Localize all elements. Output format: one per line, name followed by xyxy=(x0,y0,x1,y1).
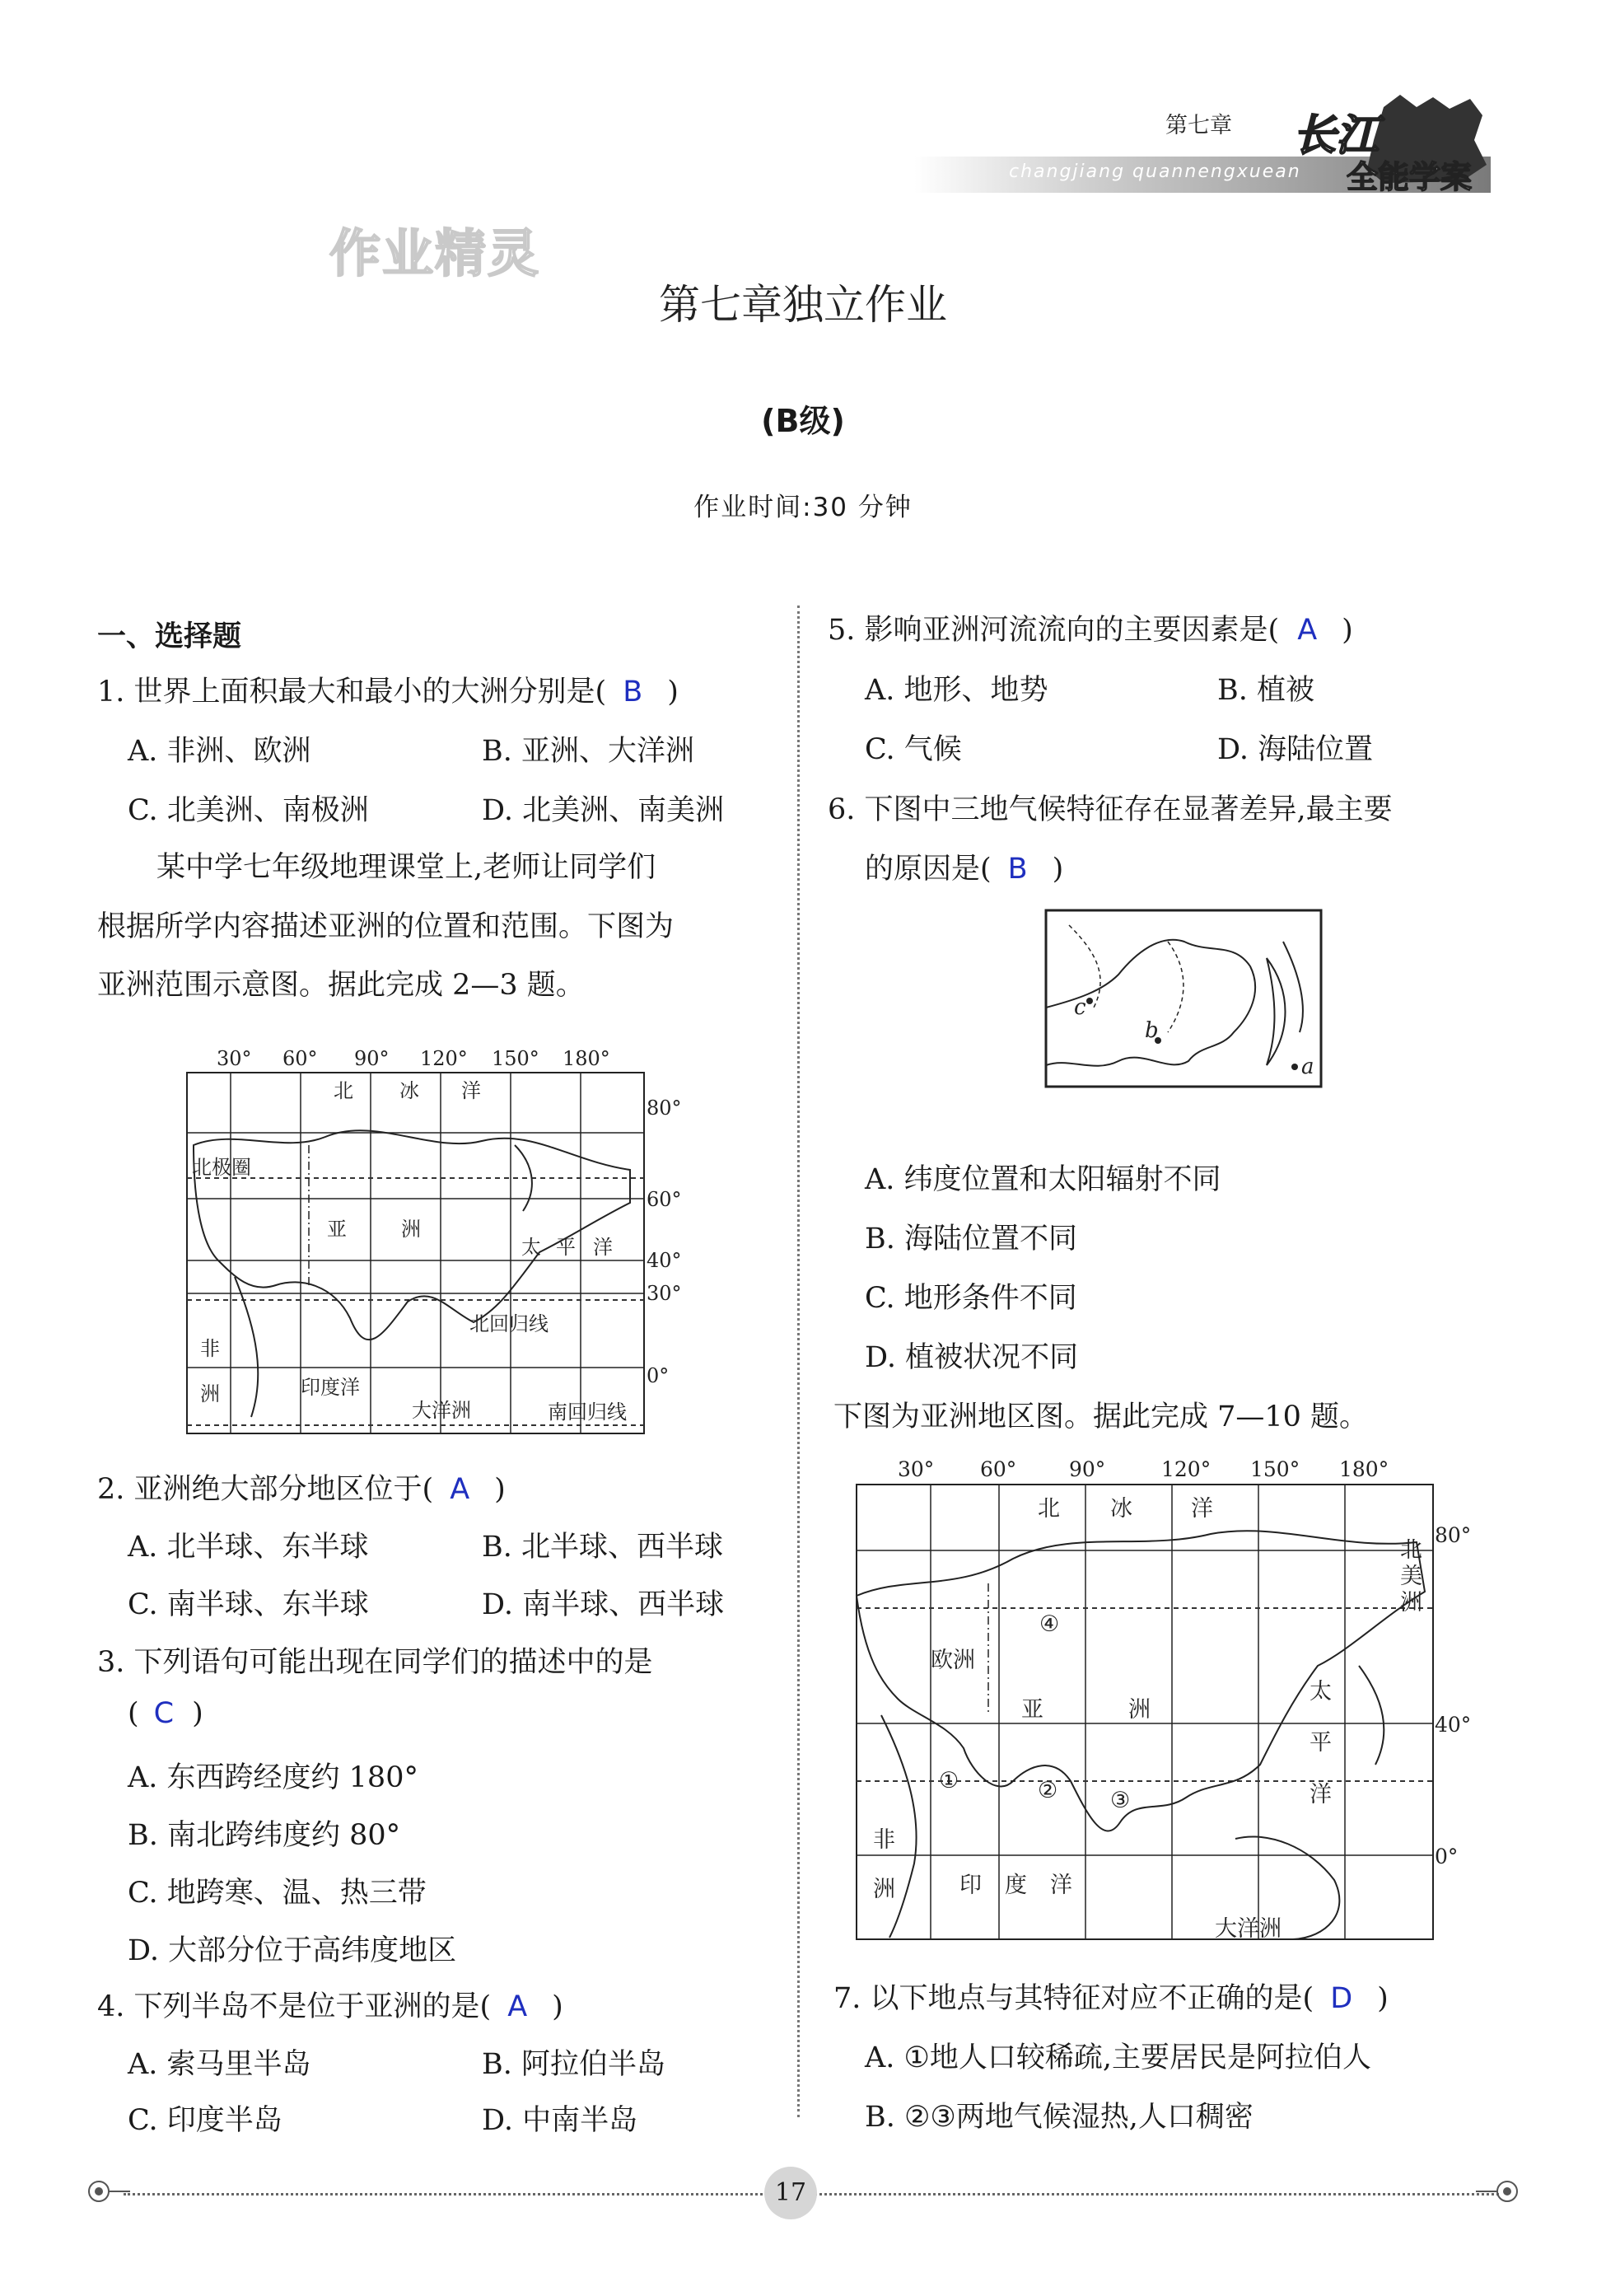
q1-option-b: B. 亚洲、大洋洲 xyxy=(482,735,694,768)
q5-option-c: C. 气候 xyxy=(865,733,962,766)
map2-lat-80: 80° xyxy=(1435,1523,1472,1547)
column-divider xyxy=(797,606,800,2117)
q6-option-b: B. 海陆位置不同 xyxy=(865,1223,1077,1256)
q5-stem: 5. 影响亚洲河流流向的主要因素是( A ) xyxy=(828,614,1353,647)
map1-label-asia-2: 洲 xyxy=(401,1218,421,1241)
intro-7-10: 下图为亚洲地区图。据此完成 7—10 题。 xyxy=(833,1401,1369,1433)
map2-label-na-3: 洲 xyxy=(1400,1590,1422,1616)
map1-label-tropic-capricorn: 南回归线 xyxy=(548,1401,627,1424)
east-asia-inset-map xyxy=(1044,909,1324,1090)
q3-answer-line: ( C ) xyxy=(128,1697,203,1730)
map2-label-europe: 欧洲 xyxy=(931,1648,975,1673)
map1-lon-120: 120° xyxy=(420,1047,468,1070)
brand-top-text: 长江 xyxy=(1293,110,1380,161)
q4-answer: A xyxy=(507,1990,528,2023)
q6-answer: B xyxy=(1007,853,1028,886)
map1-lat-40: 40° xyxy=(647,1249,682,1272)
map2-marker-2: ② xyxy=(1038,1778,1058,1803)
brand-logo xyxy=(1285,91,1491,198)
map2-lon-90: 90° xyxy=(1069,1457,1106,1481)
map2-label-ice: 冰 xyxy=(1110,1496,1132,1522)
map1-label-africa-1: 非 xyxy=(200,1337,220,1360)
footer-ornament-right-icon xyxy=(1474,2175,1524,2208)
watermark: 作业精灵 xyxy=(329,223,541,283)
q6-stem-line1: 6. 下图中三地气候特征存在显著差异,最主要 xyxy=(828,793,1393,826)
map2-marker-3: ③ xyxy=(1110,1788,1131,1813)
map1-lon-30: 30° xyxy=(217,1047,252,1070)
inset-point-a: a xyxy=(1301,1054,1314,1079)
map2-label-pacific-1: 太 xyxy=(1310,1679,1332,1704)
map1-lon-60: 60° xyxy=(282,1047,318,1070)
map2-label-indian-1: 印 xyxy=(959,1873,982,1898)
q3-stem: 3. 下列语句可能出现在同学们的描述中的是 xyxy=(97,1646,653,1679)
map1-label-asia-1: 亚 xyxy=(327,1218,347,1241)
q1-answer: B xyxy=(623,676,643,708)
asia-region-map xyxy=(848,1452,1474,1946)
header-chapter: 第七章 xyxy=(1165,113,1232,138)
intro-2-3-line2: 根据所学内容描述亚洲的位置和范围。下图为 xyxy=(97,910,675,943)
q2-stem: 2. 亚洲绝大部分地区位于( A ) xyxy=(97,1473,506,1506)
map2-lon-30: 30° xyxy=(898,1457,935,1481)
map1-lat-0: 0° xyxy=(647,1364,670,1387)
q2-option-d: D. 南半球、西半球 xyxy=(482,1588,725,1621)
q7-option-a: A. ①地人口较稀疏,主要居民是阿拉伯人 xyxy=(865,2041,1372,2074)
level-label: (B级) xyxy=(761,403,845,439)
q5-option-a: A. 地形、地势 xyxy=(865,674,1048,707)
map2-label-oceania: 大洋洲 xyxy=(1215,1916,1282,1942)
q2-option-a: A. 北半球、东半球 xyxy=(128,1531,369,1564)
brand-pinyin: changjiang quannengxuean xyxy=(1009,161,1301,182)
map2-lon-150: 150° xyxy=(1250,1457,1300,1481)
q3-option-c: C. 地跨寒、温、热三带 xyxy=(128,1877,427,1910)
map2-label-africa-2: 洲 xyxy=(873,1877,895,1902)
section-title: 一、选择题 xyxy=(97,620,242,653)
map2-lon-120: 120° xyxy=(1161,1457,1212,1481)
asia-range-map xyxy=(185,1038,682,1438)
q3-option-a: A. 东西跨经度约 180° xyxy=(128,1761,418,1794)
map2-label-asia-2: 洲 xyxy=(1128,1697,1151,1723)
q2-answer: A xyxy=(450,1473,470,1506)
map2-label-pacific-2: 平 xyxy=(1310,1730,1332,1756)
intro-2-3-line1: 某中学七年级地理课堂上,老师让同学们 xyxy=(156,851,656,884)
map2-lat-0: 0° xyxy=(1435,1845,1459,1868)
q1-option-c: C. 北美洲、南极洲 xyxy=(128,794,369,827)
map1-label-tropic-cancer: 北回归线 xyxy=(469,1312,549,1335)
q3-answer: C xyxy=(153,1697,175,1730)
map1-label-arctic-circle: 北极圈 xyxy=(192,1156,251,1179)
q6-option-a: A. 纬度位置和太阳辐射不同 xyxy=(865,1163,1221,1196)
q3-option-d: D. 大部分位于高纬度地区 xyxy=(128,1934,457,1967)
map1-lon-90: 90° xyxy=(354,1047,390,1070)
map2-label-indian-3: 洋 xyxy=(1050,1873,1072,1898)
map1-lon-180: 180° xyxy=(563,1047,610,1070)
map2-label-indian-2: 度 xyxy=(1005,1873,1027,1898)
q7-option-b: B. ②③两地气候湿热,人口稠密 xyxy=(865,2101,1254,2134)
q6-stem-line2: 的原因是( B ) xyxy=(865,853,1064,886)
map2-label-pacific-3: 洋 xyxy=(1310,1782,1332,1807)
map2-marker-1: ① xyxy=(939,1768,959,1793)
q2-option-c: C. 南半球、东半球 xyxy=(128,1588,369,1621)
map1-label-ocean: 洋 xyxy=(461,1079,481,1102)
map1-label-oceania: 大洋洲 xyxy=(412,1399,471,1422)
intro-2-3-line3: 亚洲范围示意图。据此完成 2—3 题。 xyxy=(97,969,585,1002)
map2-lat-40: 40° xyxy=(1435,1713,1472,1737)
map1-lat-30: 30° xyxy=(647,1282,682,1305)
q5-option-b: B. 植被 xyxy=(1217,674,1314,707)
inset-point-c: c xyxy=(1074,995,1086,1020)
q1-option-d: D. 北美洲、南美洲 xyxy=(482,794,725,827)
map1-label-north: 北 xyxy=(334,1079,353,1102)
map1-label-pacific-1: 太 xyxy=(521,1236,541,1259)
map1-lat-60: 60° xyxy=(647,1188,682,1211)
q4-option-c: C. 印度半岛 xyxy=(128,2104,282,2137)
map1-label-africa-2: 洲 xyxy=(200,1382,220,1405)
map2-label-na-1: 北 xyxy=(1400,1537,1422,1563)
map2-lon-60: 60° xyxy=(980,1457,1017,1481)
map2-label-na-2: 美 xyxy=(1400,1564,1422,1589)
map1-label-pacific-2: 平 xyxy=(556,1236,576,1259)
q4-option-a: A. 索马里半岛 xyxy=(128,2048,311,2081)
map2-label-africa-1: 非 xyxy=(873,1827,895,1853)
q4-option-d: D. 中南半岛 xyxy=(482,2104,638,2137)
map1-label-indian-ocean: 印度洋 xyxy=(301,1376,360,1399)
map1-label-pacific-3: 洋 xyxy=(593,1236,613,1259)
q1-option-a: A. 非洲、欧洲 xyxy=(128,735,311,768)
map1-lat-80: 80° xyxy=(647,1097,682,1120)
q6-option-d: D. 植被状况不同 xyxy=(865,1341,1079,1374)
q2-option-b: B. 北半球、西半球 xyxy=(482,1531,723,1564)
time-label: 作业时间:30 分钟 xyxy=(693,493,913,522)
page-number: 17 xyxy=(764,2167,817,2219)
q4-option-b: B. 阿拉伯半岛 xyxy=(482,2048,665,2081)
q5-answer: A xyxy=(1297,614,1318,647)
map2-label-ocean: 洋 xyxy=(1191,1496,1213,1522)
footer-ornament-left-icon xyxy=(82,2175,132,2208)
map2-label-north: 北 xyxy=(1038,1496,1060,1522)
q1-stem: 1. 世界上面积最大和最小的大洲分别是( B ) xyxy=(97,676,679,708)
page-title: 第七章独立作业 xyxy=(659,281,947,329)
q5-option-d: D. 海陆位置 xyxy=(1217,733,1374,766)
map2-label-asia-1: 亚 xyxy=(1021,1697,1043,1723)
map1-label-ice: 冰 xyxy=(399,1079,419,1102)
map1-lon-150: 150° xyxy=(492,1047,539,1070)
q6-option-c: C. 地形条件不同 xyxy=(865,1282,1077,1315)
q4-stem: 4. 下列半岛不是位于亚洲的是( A ) xyxy=(97,1990,563,2023)
map2-marker-4: ④ xyxy=(1039,1611,1060,1637)
q3-option-b: B. 南北跨纬度约 80° xyxy=(128,1819,401,1852)
map2-lon-180: 180° xyxy=(1339,1457,1389,1481)
inset-point-b: b xyxy=(1145,1018,1159,1043)
q7-stem: 7. 以下地点与其特征对应不正确的是( D ) xyxy=(833,1982,1389,2015)
q7-answer: D xyxy=(1330,1982,1353,2015)
brand-bottom-text: 全能学案 xyxy=(1347,159,1473,195)
